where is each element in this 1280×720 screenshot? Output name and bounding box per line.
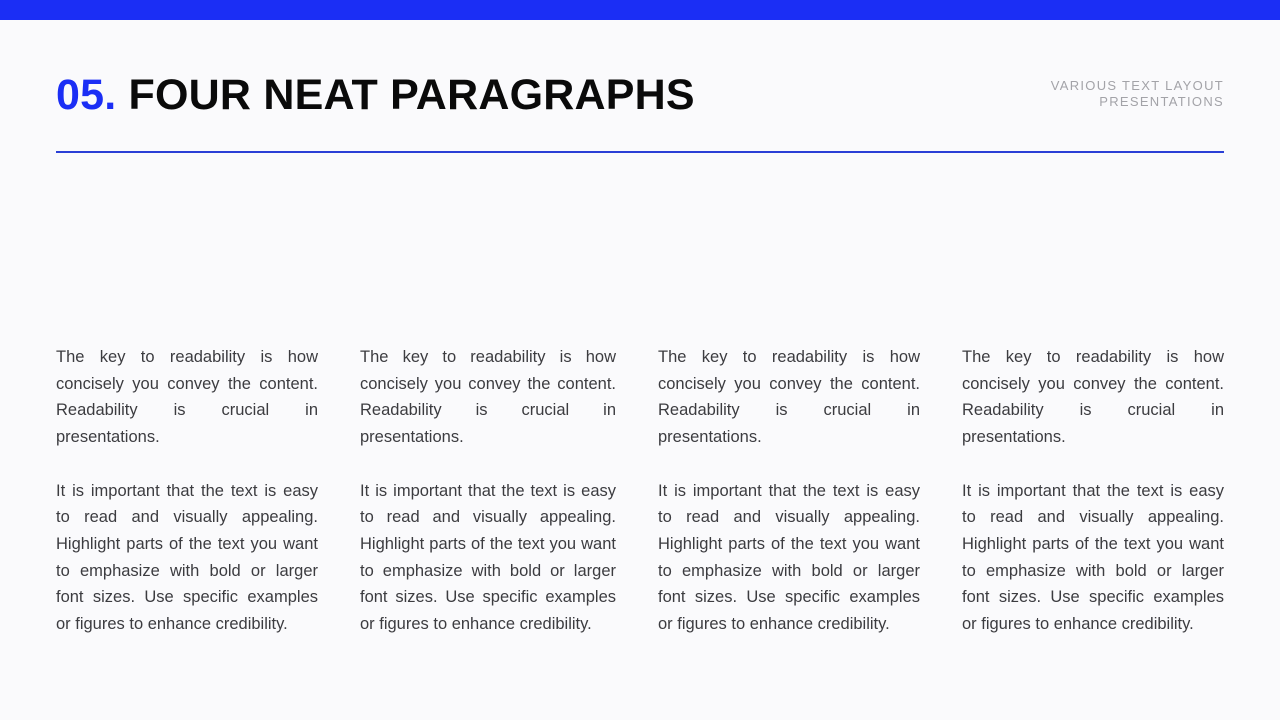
subtitle-line-1: VARIOUS TEXT LAYOUT bbox=[1050, 78, 1224, 93]
slide-title bbox=[56, 70, 695, 120]
slide-number: 05. bbox=[56, 71, 117, 119]
text-column-4 bbox=[962, 344, 1224, 638]
column-paragraph: It is important that the text is easy to read and visually appealing. Highlight parts of the text you want to emphasize with bold or larger font sizes. Use specific examples or figures to enhance credibility. bbox=[56, 481, 318, 634]
column-paragraph: The key to readability is how concisely you convey the content. Readability is crucial in presentations. bbox=[962, 348, 1224, 447]
column-paragraph: It is important that the text is easy to read and visually appealing. Highlight parts of the text you want to emphasize with bold or larger font sizes. Use specific examples or figures to enhance credibility. bbox=[658, 481, 920, 634]
column-paragraph: It is important that the text is easy to read and visually appealing. Highlight parts of the text you want to emphasize with bold or larger font sizes. Use specific examples or figures to enhance credibility. bbox=[962, 481, 1224, 634]
column-paragraph: The key to readability is how concisely you convey the content. Readability is crucial in presentations. bbox=[360, 348, 616, 447]
column-paragraph: The key to readability is how concisely you convey the content. Readability is crucial in presentations. bbox=[56, 348, 318, 447]
text-column-2 bbox=[360, 344, 616, 638]
text-column-3 bbox=[658, 344, 920, 638]
text-column-1 bbox=[56, 344, 318, 638]
top-accent-bar bbox=[0, 0, 1280, 20]
subtitle-line-2: PRESENTATIONS bbox=[1099, 94, 1224, 109]
slide-subtitle bbox=[1051, 78, 1224, 110]
slide-title-text: FOUR NEAT PARAGRAPHS bbox=[128, 71, 695, 119]
title-divider bbox=[56, 151, 1224, 153]
column-paragraph: The key to readability is how concisely you convey the content. Readability is crucial in presentations. bbox=[658, 348, 920, 447]
column-paragraph: It is important that the text is easy to read and visually appealing. Highlight parts of the text you want to emphasize with bold or larger font sizes. Use specific examples or figures to enhance credibility. bbox=[360, 481, 616, 634]
